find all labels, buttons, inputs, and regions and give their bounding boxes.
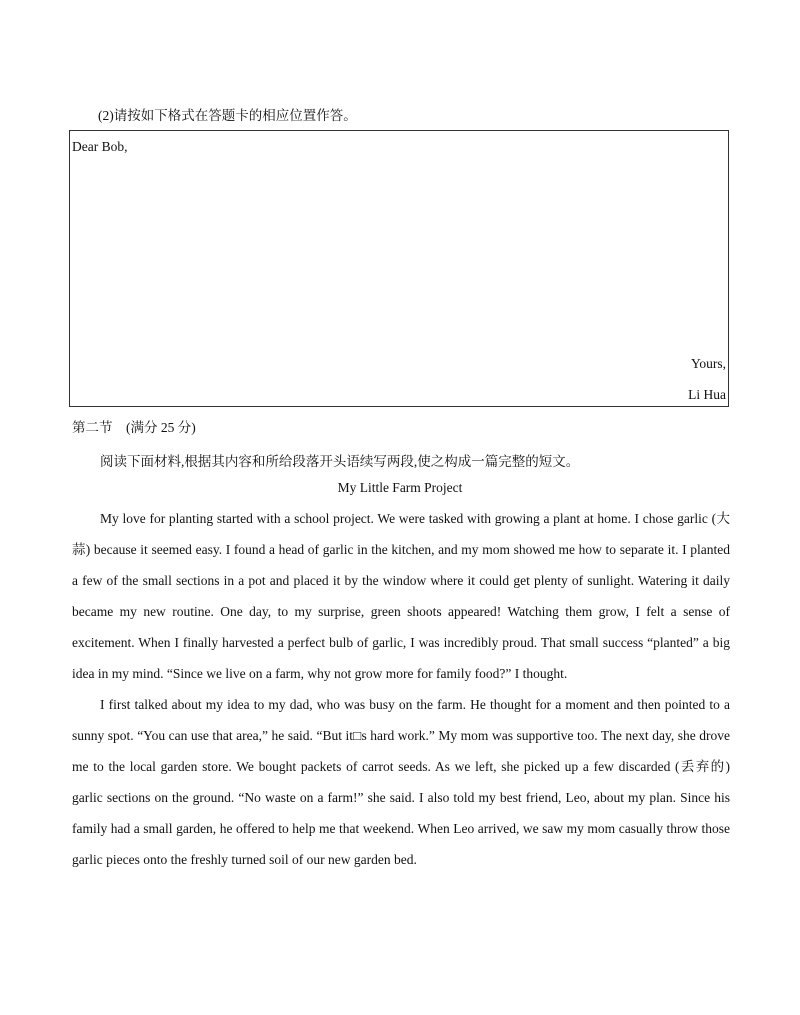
story-title: My Little Farm Project	[337, 480, 463, 495]
story-paragraph-1: My love for planting started with a school project. We were tasked with growing a plant at home. I chose garlic (大蒜) because it seemed easy. I found a head of garlic in the kitchen, and my mom showed me how to separate it. I planted a few of the small sections in a pot and placed it by the window where it could get plenty of sunlight. Watering it daily became my new routine. One day, to my surprise, green shoots appeared! Watching them grow, I felt a sense of excitement. When I finally harvested a perfect bulb of garlic, I was incredibly proud. That small success “planted” a big idea in my mind. “Since we live on a farm, why not grow more for family food?” I thought.	[72, 511, 730, 681]
story-paragraph-2: I first talked about my idea to my dad, who was busy on the farm. He thought for a moment and then pointed to a sunny spot. “You can use that area,” he said. “But it□s hard work.” My mom was supportive too. The next day, she drove me to the local garden store. We bought packets of carrot seeds. As we left, she picked up a few discarded (丢弃的) garlic sections on the ground. “No waste on a farm!” she said. I also told my best friend, Leo, about my plan. Since his family had a small garden, he offered to help me that weekend. When Leo arrived, we saw my mom casually throw those garlic pieces onto the freshly turned soil of our new garden bed.	[72, 697, 730, 867]
task-instruction: 阅读下面材料,根据其内容和所给段落开头语续写两段,使之构成一篇完整的短文。	[100, 454, 580, 469]
instruction-text: (2)请按如下格式在答题卡的相应位置作答。	[98, 108, 357, 123]
letter-signature: Li Hua	[688, 387, 726, 402]
letter-answer-box	[69, 130, 729, 407]
letter-greeting: Dear Bob,	[72, 139, 128, 154]
letter-closing: Yours,	[690, 356, 726, 371]
section-heading: 第二节 (满分 25 分)	[72, 420, 196, 435]
